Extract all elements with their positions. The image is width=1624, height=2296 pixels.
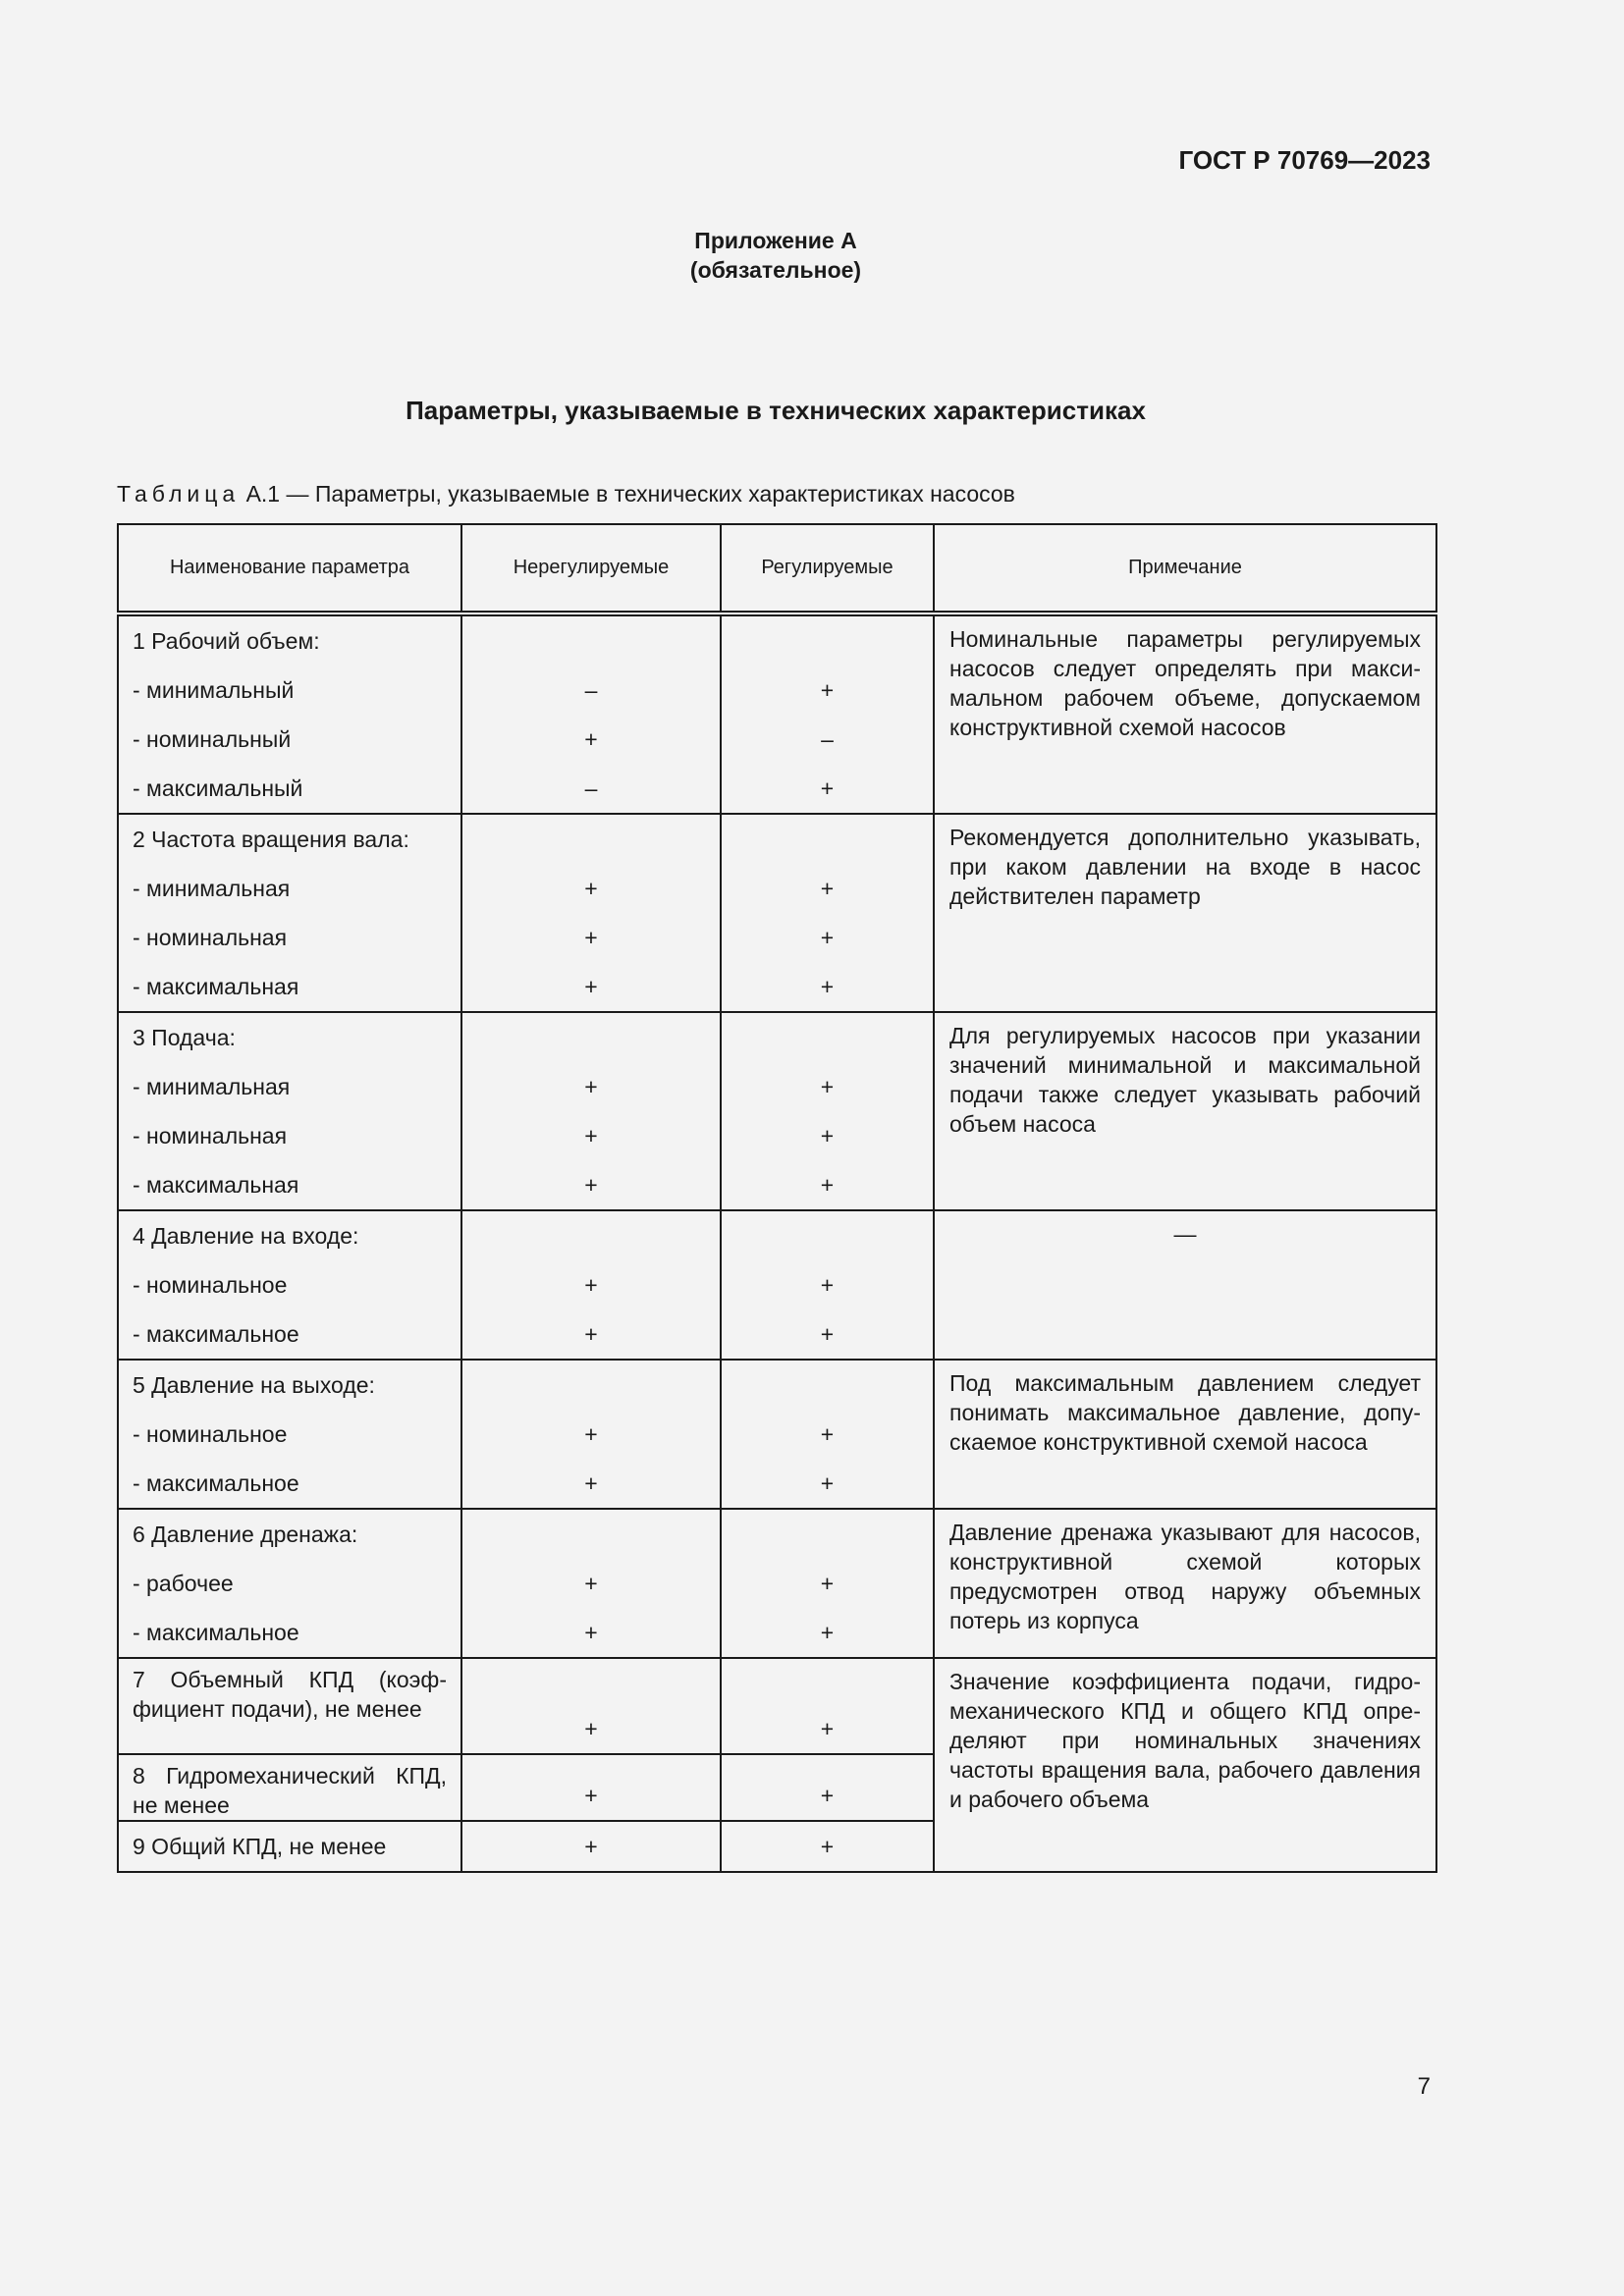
unregulated-mark: + bbox=[584, 726, 598, 752]
parameter-title: 4 Давление на входе: bbox=[133, 1223, 359, 1249]
parameter-subitem: - максимальная bbox=[133, 1172, 299, 1198]
spacer bbox=[462, 815, 720, 864]
unregulated-mark: + bbox=[584, 1123, 598, 1148]
header-regulated: Регулируемые bbox=[721, 524, 934, 614]
parameter-subitem: - максимальное bbox=[133, 1620, 299, 1645]
regulated-mark: + bbox=[820, 677, 835, 703]
table-row bbox=[118, 1658, 1436, 1754]
parameter-title: 1 Рабочий объем: bbox=[133, 628, 320, 654]
regulated-mark: + bbox=[820, 1421, 835, 1447]
parameter-title: 8 Гидромеханический КПД, не менее bbox=[133, 1763, 447, 1818]
unregulated-mark: + bbox=[584, 1074, 598, 1099]
note-cell: Номинальные параметры регулируемых насосов следует определять при максимальном рабочем объеме, допускаемом конструктивной схемой насосов bbox=[934, 614, 1436, 814]
parameter-title: 5 Давление на выходе: bbox=[133, 1372, 375, 1398]
unregulated-cell bbox=[461, 1210, 721, 1360]
regulated-cell bbox=[721, 1360, 934, 1509]
annex-heading bbox=[0, 226, 1551, 285]
parameter-title: 6 Давление дренажа: bbox=[133, 1522, 358, 1547]
parameter-cell bbox=[118, 1210, 461, 1360]
spacer bbox=[462, 1510, 720, 1559]
header-unregulated: Нерегулируемые bbox=[461, 524, 721, 614]
note-cell: Под максимальным давлением следует понимать максимальное давление, допускаемое конструктивной схемой насоса bbox=[934, 1360, 1436, 1509]
regulated-mark: + bbox=[820, 1620, 835, 1645]
table-row bbox=[118, 1509, 1436, 1658]
unregulated-mark: + bbox=[584, 1321, 598, 1347]
regulated-mark: + bbox=[820, 1272, 835, 1298]
unregulated-cell bbox=[461, 1012, 721, 1210]
table-caption bbox=[117, 481, 1015, 507]
regulated-mark: + bbox=[820, 1834, 835, 1859]
unregulated-mark: + bbox=[584, 1172, 598, 1198]
table-row bbox=[118, 614, 1436, 814]
unregulated-cell bbox=[461, 1754, 721, 1821]
table-caption-label: Таблица bbox=[117, 481, 241, 507]
spacer bbox=[722, 1510, 933, 1559]
unregulated-mark: + bbox=[584, 1620, 598, 1645]
regulated-mark: + bbox=[820, 925, 835, 950]
table-row bbox=[118, 1210, 1436, 1360]
section-title: Параметры, указываемые в технических характеристиках bbox=[406, 396, 1146, 425]
regulated-mark: + bbox=[820, 1783, 835, 1808]
regulated-mark: – bbox=[821, 726, 834, 752]
parameter-cell bbox=[118, 614, 461, 814]
parameters-table bbox=[117, 523, 1437, 1873]
regulated-cell bbox=[721, 1210, 934, 1360]
unregulated-mark: + bbox=[584, 925, 598, 950]
note-cell: Значение коэффициента подачи, гидромеханического КПД и общего КПД определяют при номинальных значениях частоты вращения вала, рабочего давления и рабочего объема bbox=[934, 1658, 1436, 1872]
spacer bbox=[722, 815, 933, 864]
parameter-subitem: - максимальная bbox=[133, 974, 299, 999]
regulated-mark: + bbox=[820, 1172, 835, 1198]
parameter-subitem: - номинальная bbox=[133, 1123, 288, 1148]
parameter-subitem: - максимальное bbox=[133, 1470, 299, 1496]
unregulated-mark: + bbox=[584, 974, 598, 999]
parameter-subitem: - номинальная bbox=[133, 925, 288, 950]
parameter-subitem: - рабочее bbox=[133, 1571, 234, 1596]
table-header-row bbox=[118, 524, 1436, 614]
regulated-cell bbox=[721, 1509, 934, 1658]
regulated-cell bbox=[721, 814, 934, 1012]
note-cell: Для регулируемых насосов при указании значений минимальной и максимальной подачи также следует указывать рабочий объем насоса bbox=[934, 1012, 1436, 1210]
parameter-subitem: - максимальное bbox=[133, 1321, 299, 1347]
regulated-mark: + bbox=[820, 1716, 835, 1741]
regulated-mark: + bbox=[820, 1074, 835, 1099]
spacer bbox=[119, 1724, 460, 1753]
unregulated-cell bbox=[461, 614, 721, 814]
header-parameter-name: Наименование параметра bbox=[118, 524, 461, 614]
table-body bbox=[118, 614, 1436, 1872]
parameter-title: 3 Подача: bbox=[133, 1025, 236, 1050]
table-row bbox=[118, 1360, 1436, 1509]
note-cell: Рекомендуется дополнительно указывать, при каком давлении на входе в насос действителен параметр bbox=[934, 814, 1436, 1012]
parameter-cell bbox=[118, 1360, 461, 1509]
unregulated-mark: + bbox=[584, 1834, 598, 1859]
regulated-cell bbox=[721, 1821, 934, 1872]
parameter-subitem: - номинальное bbox=[133, 1421, 288, 1447]
header-note: Примечание bbox=[934, 524, 1436, 614]
parameter-cell bbox=[118, 1821, 461, 1872]
spacer bbox=[722, 1013, 933, 1062]
parameter-title: 2 Частота вращения вала: bbox=[133, 827, 409, 852]
table-row bbox=[118, 814, 1436, 1012]
unregulated-cell bbox=[461, 1360, 721, 1509]
parameter-subitem: - минимальная bbox=[133, 1074, 291, 1099]
unregulated-mark: – bbox=[584, 677, 598, 703]
unregulated-mark: + bbox=[584, 1716, 598, 1741]
regulated-mark: + bbox=[820, 876, 835, 901]
spacer bbox=[462, 1361, 720, 1410]
page-number: 7 bbox=[1417, 2073, 1431, 2100]
spacer bbox=[722, 1361, 933, 1410]
unregulated-mark: – bbox=[584, 775, 598, 801]
parameter-cell bbox=[118, 814, 461, 1012]
parameter-title: 7 Объемный КПД (коэффициент подачи), не менее bbox=[133, 1667, 447, 1722]
annex-status: (обязательное) bbox=[689, 257, 862, 283]
parameter-subitem: - максимальный bbox=[133, 775, 303, 801]
table-caption-text: А.1 — Параметры, указываемые в технических характеристиках насосов bbox=[240, 481, 1015, 507]
regulated-mark: + bbox=[820, 974, 835, 999]
spacer bbox=[722, 1211, 933, 1260]
note-cell: Давление дренажа указывают для насосов, конструктивной схемой которых предусмотрен отвод наружу объемных потерь из корпуса bbox=[934, 1509, 1436, 1658]
unregulated-cell bbox=[461, 1821, 721, 1872]
regulated-mark: + bbox=[820, 1470, 835, 1496]
annex-title: Приложение А bbox=[694, 228, 857, 253]
table-row bbox=[118, 1012, 1436, 1210]
regulated-mark: + bbox=[820, 775, 835, 801]
parameter-subitem: - номинальное bbox=[133, 1272, 288, 1298]
spacer bbox=[722, 616, 933, 666]
regulated-cell bbox=[721, 614, 934, 814]
unregulated-mark: + bbox=[584, 1470, 598, 1496]
regulated-mark: + bbox=[820, 1123, 835, 1148]
unregulated-mark: + bbox=[584, 876, 598, 901]
unregulated-mark: + bbox=[584, 1783, 598, 1808]
parameter-cell bbox=[118, 1509, 461, 1658]
parameter-title: 9 Общий КПД, не менее bbox=[133, 1834, 387, 1859]
unregulated-mark: + bbox=[584, 1421, 598, 1447]
parameter-subitem: - номинальный bbox=[133, 726, 292, 752]
spacer bbox=[462, 1211, 720, 1260]
parameter-cell bbox=[118, 1012, 461, 1210]
unregulated-mark: + bbox=[584, 1272, 598, 1298]
parameter-subitem: - минимальная bbox=[133, 876, 291, 901]
spacer bbox=[462, 616, 720, 666]
parameter-cell bbox=[118, 1754, 461, 1821]
regulated-mark: + bbox=[820, 1571, 835, 1596]
standard-code: ГОСТ Р 70769—2023 bbox=[1178, 145, 1431, 175]
regulated-mark: + bbox=[820, 1321, 835, 1347]
note-cell: — bbox=[934, 1210, 1436, 1360]
unregulated-mark: + bbox=[584, 1571, 598, 1596]
unregulated-cell bbox=[461, 1658, 721, 1754]
spacer bbox=[462, 1013, 720, 1062]
unregulated-cell bbox=[461, 814, 721, 1012]
regulated-cell bbox=[721, 1658, 934, 1754]
regulated-cell bbox=[721, 1754, 934, 1821]
regulated-cell bbox=[721, 1012, 934, 1210]
unregulated-cell bbox=[461, 1509, 721, 1658]
parameter-cell bbox=[118, 1658, 461, 1754]
parameter-subitem: - минимальный bbox=[133, 677, 295, 703]
